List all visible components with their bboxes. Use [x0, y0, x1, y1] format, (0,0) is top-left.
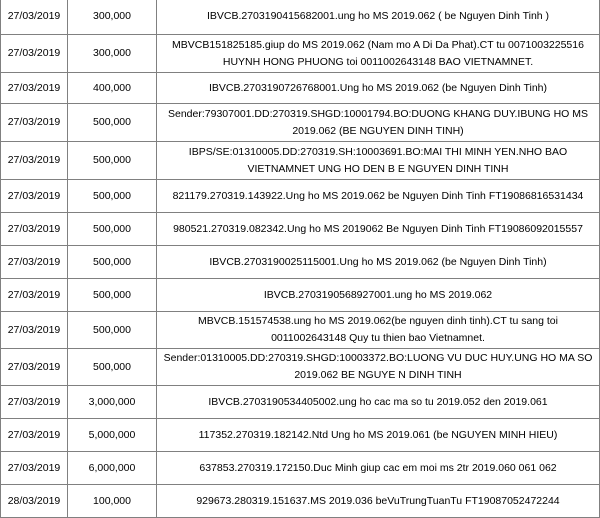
description-cell: MBVCB151825185.giup do MS 2019.062 (Nam mo A Di Da Phat).CT tu 0071003225516 HUYNH HONG PHUONG toi 0011002643148 BAO VIETNAMNET.	[157, 35, 600, 73]
description-cell: IBPS/SE:01310005.DD:270319.SH:10003691.BO:MAI THI MINH YEN.NHO BAO VIETNAMNET UNG HO DEN B E NGUYEN DINH TINH	[157, 142, 600, 180]
amount-cell: 500,000	[68, 213, 157, 246]
amount-cell: 500,000	[68, 279, 157, 312]
date-cell: 27/03/2019	[1, 104, 68, 142]
description-cell: 117352.270319.182142.Ntd Ung ho MS 2019.061 (be NGUYEN MINH HIEU)	[157, 419, 600, 452]
amount-cell: 500,000	[68, 104, 157, 142]
table-row	[1, 246, 600, 279]
amount-cell: 400,000	[68, 73, 157, 104]
amount-cell: 500,000	[68, 142, 157, 180]
amount-cell: 500,000	[68, 349, 157, 386]
table-row	[1, 213, 600, 246]
amount-cell: 6,000,000	[68, 452, 157, 485]
date-cell: 27/03/2019	[1, 35, 68, 73]
amount-cell: 300,000	[68, 35, 157, 73]
table-row	[1, 312, 600, 349]
amount-cell: 3,000,000	[68, 386, 157, 419]
date-cell: 27/03/2019	[1, 73, 68, 104]
date-cell: 27/03/2019	[1, 142, 68, 180]
description-cell: 637853.270319.172150.Duc Minh giup cac em moi ms 2tr 2019.060 061 062	[157, 452, 600, 485]
date-cell: 27/03/2019	[1, 349, 68, 386]
transactions-table-body	[1, 0, 600, 518]
table-row	[1, 142, 600, 180]
date-cell: 27/03/2019	[1, 386, 68, 419]
table-row	[1, 73, 600, 104]
amount-cell: 300,000	[68, 0, 157, 35]
date-cell: 27/03/2019	[1, 213, 68, 246]
date-cell: 27/03/2019	[1, 0, 68, 35]
description-cell: Sender:79307001.DD:270319.SHGD:10001794.BO:DUONG KHANG DUY.IBUNG HO MS 2019.062 (BE NGUYEN DINH TINH)	[157, 104, 600, 142]
description-cell: 929673.280319.151637.MS 2019.036 beVuTrungTuanTu FT19087052472244	[157, 485, 600, 518]
table-row	[1, 419, 600, 452]
description-cell: 821179.270319.143922.Ung ho MS 2019.062 be Nguyen Dinh Tinh FT19086816531434	[157, 180, 600, 213]
date-cell: 27/03/2019	[1, 452, 68, 485]
description-cell: Sender:01310005.DD:270319.SHGD:10003372.BO:LUONG VU DUC HUY.UNG HO MA SO 2019.062 BE NGUYE N DINH TINH	[157, 349, 600, 386]
date-cell: 27/03/2019	[1, 246, 68, 279]
description-cell: IBVCB.2703190534405002.ung ho cac ma so tu 2019.052 den 2019.061	[157, 386, 600, 419]
table-row	[1, 180, 600, 213]
table-row	[1, 452, 600, 485]
amount-cell: 500,000	[68, 246, 157, 279]
amount-cell: 500,000	[68, 312, 157, 349]
table-row	[1, 104, 600, 142]
table-row	[1, 279, 600, 312]
date-cell: 27/03/2019	[1, 279, 68, 312]
amount-cell: 100,000	[68, 485, 157, 518]
description-cell: IBVCB.2703190025115001.Ung ho MS 2019.062 (be Nguyen Dinh Tinh)	[157, 246, 600, 279]
table-row	[1, 35, 600, 73]
description-cell: IBVCB.2703190726768001.Ung ho MS 2019.062 (be Nguyen Dinh Tinh)	[157, 73, 600, 104]
description-cell: IBVCB.2703190568927001.ung ho MS 2019.062	[157, 279, 600, 312]
table-row	[1, 0, 600, 35]
description-cell: 980521.270319.082342.Ung ho MS 2019062 Be Nguyen Dinh Tinh FT19086092015557	[157, 213, 600, 246]
date-cell: 28/03/2019	[1, 485, 68, 518]
date-cell: 27/03/2019	[1, 180, 68, 213]
table-row	[1, 386, 600, 419]
amount-cell: 500,000	[68, 180, 157, 213]
date-cell: 27/03/2019	[1, 419, 68, 452]
amount-cell: 5,000,000	[68, 419, 157, 452]
description-cell: MBVCB.151574538.ung ho MS 2019.062(be nguyen dinh tinh).CT tu sang toi 0011002643148 Quy tu thien bao Vietnamnet.	[157, 312, 600, 349]
date-cell: 27/03/2019	[1, 312, 68, 349]
table-row	[1, 349, 600, 386]
description-cell: IBVCB.2703190415682001.ung ho MS 2019.062 ( be Nguyen Dinh Tinh )	[157, 0, 600, 35]
